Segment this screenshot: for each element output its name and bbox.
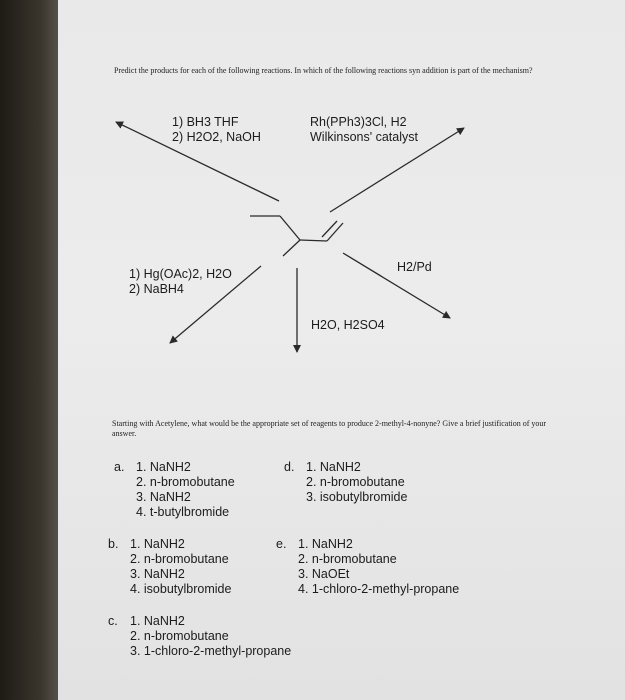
answer-option-a[interactable]: a. 1. NaNH2 2. n-bromobutane 3. NaNH2 4. t-butylbromide	[114, 460, 235, 519]
question-2-text: Starting with Acetylene, what would be the appropriate set of reagents to produce 2-methyl-4-nonyne? Give a brief justification of your answer.	[112, 419, 547, 438]
alkene-structure	[250, 216, 343, 256]
reagent-hydration: H2O, H2SO4	[311, 318, 385, 332]
answer-option-b[interactable]: b. 1. NaNH2 2. n-bromobutane 3. NaNH2 4. isobutylbromide	[108, 537, 232, 596]
answer-option-e[interactable]: e. 1. NaNH2 2. n-bromobutane 3. NaOEt 4. 1-chloro-2-methyl-propane	[276, 537, 460, 596]
question-1-text: Predict the products for each of the following reactions. In which of the following reactions syn addition is part of the mechanism?	[114, 66, 533, 75]
answer-option-c[interactable]: c. 1. NaNH2 2. n-bromobutane 3. 1-chloro-2-methyl-propane	[108, 614, 292, 658]
reagent-hydrogenation: H2/Pd	[397, 260, 432, 274]
answer-option-d[interactable]: d. 1. NaNH2 2. n-bromobutane 3. isobutylbromide	[284, 460, 408, 504]
reagent-hydroboration: 1) BH3 THF 2) H2O2, NaOH	[172, 115, 261, 144]
reagent-oxymercuration: 1) Hg(OAc)2, H2O 2) NaBH4	[129, 267, 232, 296]
reagent-wilkinson: Rh(PPh3)3Cl, H2 Wilkinsons' catalyst	[310, 115, 418, 144]
